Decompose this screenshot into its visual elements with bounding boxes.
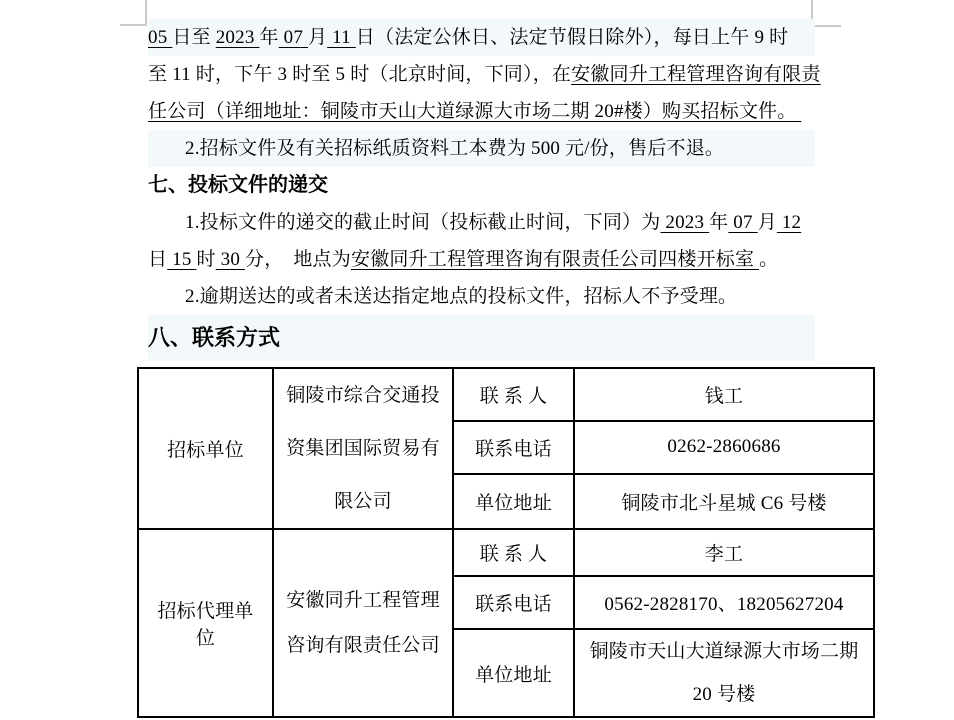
- group-label-agency: 招标代理单位: [138, 529, 273, 717]
- paragraph-purchase-period-line2: 至 11 时，下午 3 时至 5 时（北京时间，下同），在安徽同升工程管理咨询有限责: [148, 64, 821, 85]
- contact-key-phone: 联系电话: [453, 576, 574, 629]
- field-deadline-year: 2023: [660, 212, 710, 233]
- contact-value-person: 李工: [574, 529, 874, 576]
- field-submission-place: 安徽同升工程管理咨询有限责任公司四楼开标室: [350, 249, 760, 270]
- field-deadline-month: 07: [728, 212, 758, 233]
- contact-key-person: 联 系 人: [453, 529, 574, 576]
- contact-value-address: 铜陵市天山大道绿源大市场二期 20 号楼: [574, 629, 874, 717]
- field-agency-address: 任公司（详细地址：铜陵市天山大道绿源大市场二期 20#楼）购买招标文件。: [148, 101, 802, 122]
- document-body: [0, 19, 954, 718]
- field-deadline-hour: 15: [167, 249, 197, 270]
- contact-key-person: 联 系 人: [453, 368, 574, 421]
- contact-info-table: [137, 367, 875, 718]
- paragraph-purchase-period-line1: 05 日至 2023 年 07 月 11 日（法定公休日、法定节假日除外），每日上午 9 时: [148, 19, 815, 56]
- section-heading-contact: 八、联系方式: [148, 315, 815, 361]
- contact-value-phone: 0262-2860686: [574, 421, 874, 473]
- paragraph-deadline-line1: 1.投标文件的递交的截止时间（投标截止时间，下同）为 2023 年 07 月 12: [185, 212, 802, 233]
- contact-key-address: 单位地址: [453, 629, 574, 717]
- contact-key-address: 单位地址: [453, 474, 574, 529]
- field-deadline-minute: 30: [215, 249, 246, 270]
- paragraph-document-fee: 2.招标文件及有关招标纸质资料工本费为 500 元/份，售后不退。: [148, 130, 815, 167]
- field-month-end: 07: [278, 27, 308, 48]
- field-agency-name: 安徽同升工程管理咨询有限责: [571, 64, 821, 85]
- contact-value-person: 钱工: [574, 368, 874, 421]
- paragraph-purchase-period-line3: [148, 93, 815, 130]
- org-name-agency: 安徽同升工程管理咨询有限责任公司: [273, 529, 453, 717]
- org-name-tenderer: 铜陵市综合交通投资集团国际贸易有限公司: [273, 368, 453, 529]
- contact-value-phone: 0562-2828170、18205627204: [574, 576, 874, 629]
- field-day-start: 05: [148, 27, 173, 48]
- paragraph-late-submission: 2.逾期送达的或者未送达指定地点的投标文件，招标人不予受理。: [185, 286, 738, 307]
- field-day-end: 11: [327, 27, 356, 48]
- field-year-end: 2023: [215, 27, 260, 48]
- contact-key-phone: 联系电话: [453, 421, 574, 473]
- paragraph-deadline-line2: 日 15 时 30 分， 地点为安徽同升工程管理咨询有限责任公司四楼开标室 。: [148, 249, 779, 270]
- field-deadline-day: 12: [776, 212, 802, 233]
- section-heading-submission: 七、投标文件的递交: [148, 174, 328, 196]
- contact-value-address: 铜陵市北斗星城 C6 号楼: [574, 474, 874, 529]
- group-label-tenderer: 招标单位: [138, 368, 273, 529]
